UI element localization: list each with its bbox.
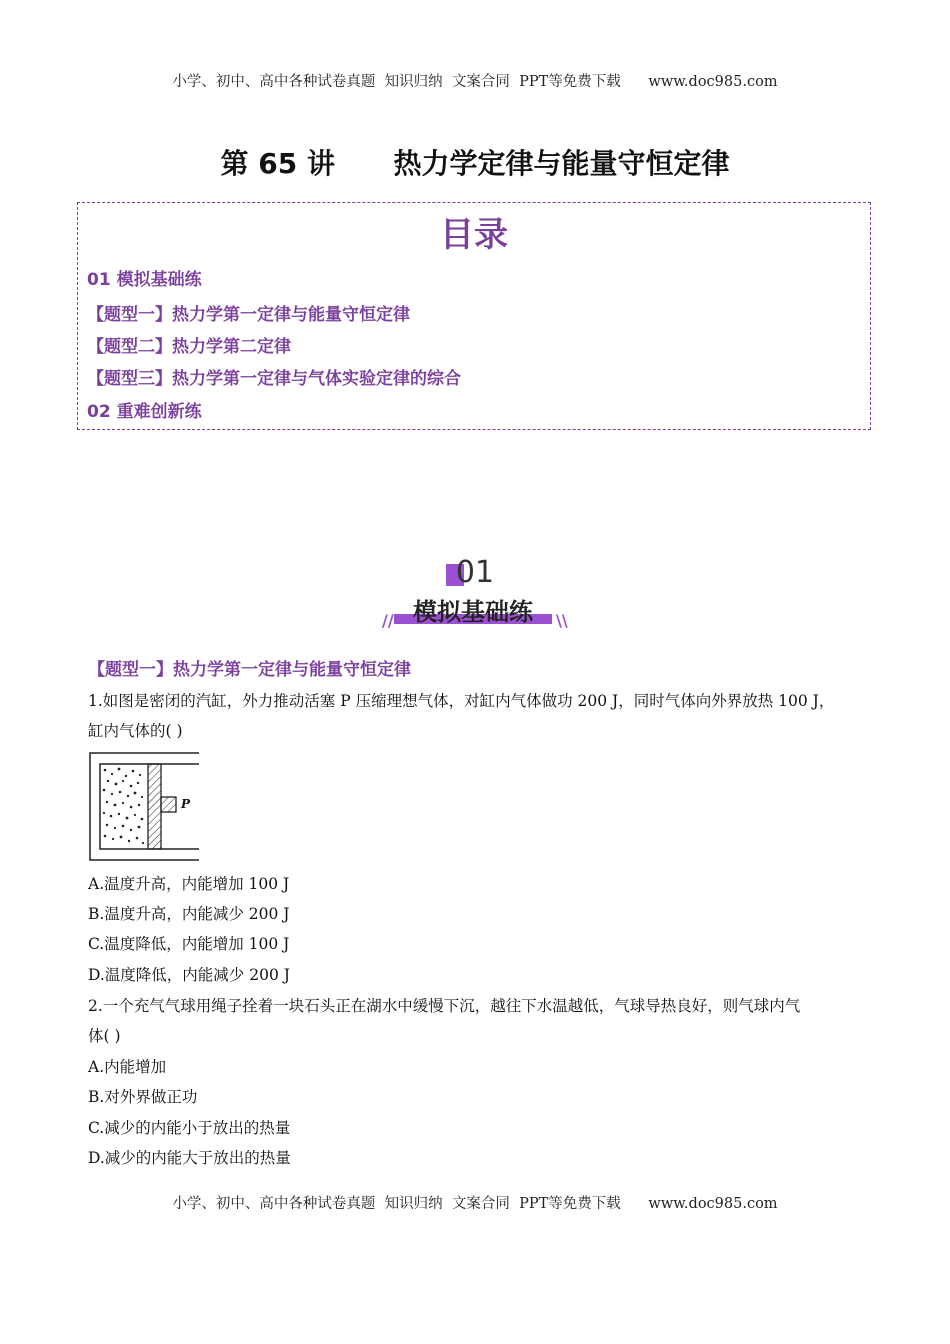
q1-stem-line1: 1.如图是密闭的汽缸，外力推动活塞 P 压缩理想气体，对缸内气体做功 200 J，同时气体向外界放热 100 J， [88,692,835,710]
right-slash-decoration: \\ [556,611,568,630]
toc-item-type-3[interactable]: 【题型三】热力学第一定律与气体实验定律的综合 [87,369,461,389]
toc-heading: 目录 [440,215,508,255]
section-label: 模拟基础练 [413,598,533,626]
toc-item-type-2[interactable]: 【题型二】热力学第二定律 [87,337,291,357]
toc-item-section-01[interactable]: 01 模拟基础练 [87,270,202,290]
gas-particles [103,768,144,845]
q2-option-c[interactable]: C.减少的内能小于放出的热量 [88,1119,291,1137]
page-footer: 小学、初中、高中各种试卷真题 知识归纳 文案合同 PPT等免费下载 www.doc985.com [172,1196,778,1212]
page-header: 小学、初中、高中各种试卷真题 知识归纳 文案合同 PPT等免费下载 www.doc985.com [172,74,778,90]
cylinder-piston-figure [88,750,202,862]
table-of-contents [77,202,871,430]
q1-option-a[interactable]: A.温度升高，内能增加 100 J [88,875,290,893]
q1-stem-line2: 缸内气体的( ) [88,722,183,740]
piston-label: P [181,797,191,811]
toc-item-type-1[interactable]: 【题型一】热力学第一定律与能量守恒定律 [87,305,410,325]
q1-option-d[interactable]: D.温度降低，内能减少 200 J [88,966,290,984]
left-slash-decoration: // [382,611,394,630]
q2-option-b[interactable]: B.对外界做正功 [88,1088,198,1106]
section-number: 01 [455,555,495,590]
toc-item-section-02[interactable]: 02 重难创新练 [87,402,202,422]
page-title: 第 65 讲 热力学定律与能量守恒定律 [220,147,730,180]
q2-stem-line1: 2.一个充气气球用绳子拴着一块石头正在湖水中缓慢下沉，越往下水温越低，气球导热良好，则气球内气 [88,997,801,1015]
piston-rod [161,797,176,812]
q2-option-a[interactable]: A.内能增加 [88,1058,167,1076]
q2-stem-line2: 体( ) [88,1027,121,1045]
question-type-heading: 【题型一】热力学第一定律与能量守恒定律 [88,660,411,680]
q2-option-d[interactable]: D.减少的内能大于放出的热量 [88,1149,291,1167]
section-banner [370,550,580,635]
q1-option-b[interactable]: B.温度升高，内能减少 200 J [88,905,290,923]
q1-option-c[interactable]: C.温度降低，内能增加 100 J [88,935,290,953]
piston [148,764,161,849]
